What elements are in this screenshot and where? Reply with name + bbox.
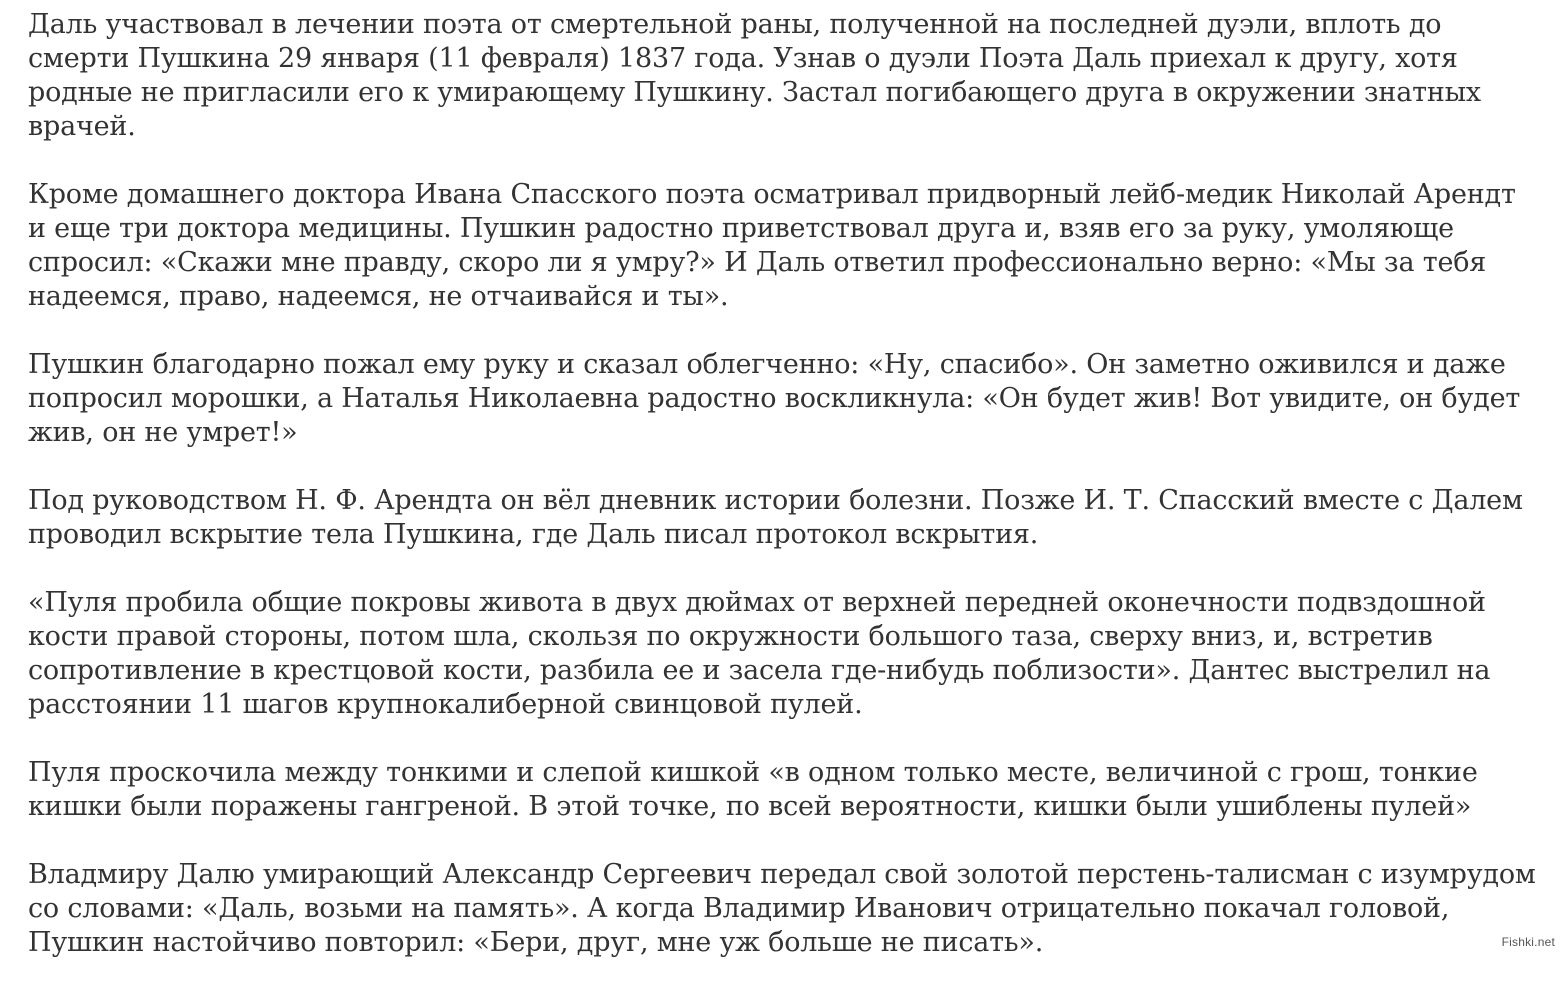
paragraph-5: «Пуля пробила общие покровы живота в двух дюймах от верхней передней оконечности подвздошной кости правой стороны, потом шла, скользя по окружности большого таза, сверху вниз, и, встретив сопротивление в крестцовой кости, разбила ее и засела где-нибудь поблизости». Дантес выстрелил на расстоянии 11 шагов крупнокалиберной свинцовой пулей. <box>28 587 1491 720</box>
paragraph-6: Пуля проскочила между тонкими и слепой кишкой «в одном только месте, величиной с грош, тонкие кишки были поражены гангреной. В этой точке, по всей вероятности, кишки были ушиблены пулей» <box>28 757 1478 822</box>
paragraph-7: Владмиру Далю умирающий Александр Сергеевич передал свой золотой перстень-талисман с изумрудом со словами: «Даль, возьми на память». А когда Владимир Иванович отрицательно покачал головой, Пушкин настойчиво повторил: «Бери, друг, мне уж больше не писать». <box>28 859 1536 958</box>
article-text <box>28 8 1540 994</box>
site-watermark: Fishki.net <box>1501 935 1555 949</box>
paragraph-1: Даль участвовал в лечении поэта от смертельной раны, полученной на последней дуэли, вплоть до смерти Пушкина 29 января (11 февраля) 1837 года. Узнав о дуэли Поэта Даль приехал к другу, хотя родные не пригласили его к умирающему Пушкину. Застал погибающего друга в окружении знатных врачей. <box>28 9 1481 142</box>
paragraph-3: Пушкин благодарно пожал ему руку и сказал облегченно: «Ну, спасибо». Он заметно оживился и даже попросил морошки, а Наталья Николаевна радостно воскликнула: «Он будет жив! Вот увидите, он будет жив, он не умрет!» <box>28 349 1521 448</box>
paragraph-2: Кроме домашнего доктора Ивана Спасского поэта осматривал придворный лейб-медик Николай Арендт и еще три доктора медицины. Пушкин радостно приветствовал друга и, взяв его за руку, умоляюще спросил: «Скажи мне правду, скоро ли я умру?» И Даль ответил профессионально верно: «Мы за тебя надеемся, право, надеемся, не отчаивайся и ты». <box>28 179 1516 312</box>
paragraph-4: Под руководством Н. Ф. Арендта он вёл дневник истории болезни. Позже И. Т. Спасский вместе с Далем проводил вскрытие тела Пушкина, где Даль писал протокол вскрытия. <box>28 485 1523 550</box>
